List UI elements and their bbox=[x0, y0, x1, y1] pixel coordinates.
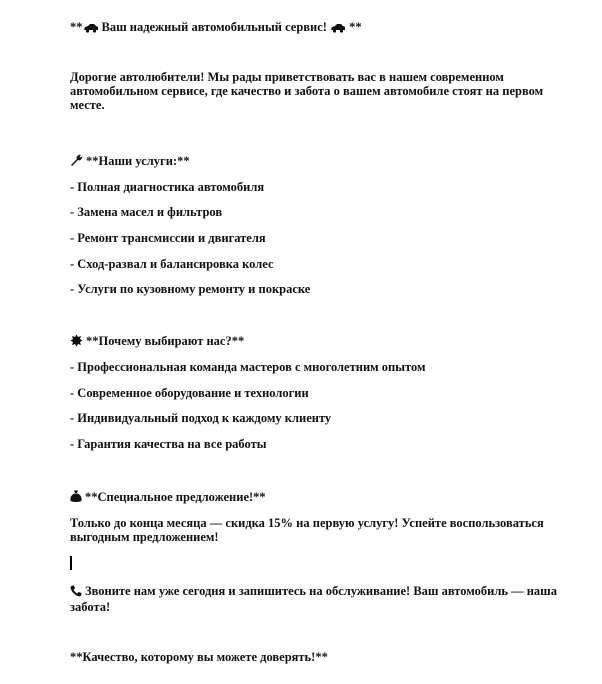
list-item: - Гарантия качества на все работы bbox=[70, 437, 267, 451]
offer-heading-row bbox=[70, 490, 266, 506]
money-bag-icon bbox=[70, 490, 82, 506]
services-heading: **Наши услуги:** bbox=[86, 154, 190, 168]
contact-text: Звоните нам уже сегодня и запишитесь на обслуживание! Ваш автомобиль — наша забота! bbox=[70, 584, 557, 614]
list-item: - Индивидуальный подход к каждому клиенту bbox=[70, 411, 332, 425]
title-prefix: ** bbox=[70, 20, 83, 34]
phone-icon bbox=[70, 585, 82, 600]
document-title bbox=[70, 20, 362, 36]
services-heading-row bbox=[70, 154, 190, 170]
intro-paragraph: Дорогие автолюбители! Мы рады приветствовать вас в нашем современном автомобильном сервисе, где качество и забота о вашем автомобиле стоят на первом месте. bbox=[70, 70, 544, 112]
offer-text: Только до конца месяца — скидка 15% на первую услугу! Успейте воспользоваться выгодным предложением! bbox=[70, 516, 544, 544]
list-item: - Полная диагностика автомобиля bbox=[70, 180, 265, 194]
car-icon bbox=[83, 22, 99, 36]
title-suffix: ** bbox=[349, 20, 362, 34]
list-item: - Замена масел и фильтров bbox=[70, 205, 223, 219]
offer-heading: **Специальное предложение!** bbox=[85, 490, 266, 504]
wrench-icon bbox=[70, 154, 83, 170]
list-item: - Ремонт трансмиссии и двигателя bbox=[70, 231, 266, 245]
contact-paragraph bbox=[70, 584, 570, 614]
list-item: - Сход-развал и балансировка колес bbox=[70, 257, 274, 271]
text-cursor bbox=[70, 556, 72, 570]
list-item: - Услуги по кузовному ремонту и покраске bbox=[70, 282, 311, 296]
title-text: Ваш надежный автомобильный сервис! bbox=[101, 20, 327, 34]
star-badge-icon bbox=[70, 334, 83, 350]
why-us-heading: **Почему выбирают нас?** bbox=[86, 334, 245, 348]
list-item: - Современное оборудование и технологии bbox=[70, 386, 309, 400]
car-icon bbox=[330, 22, 346, 36]
list-item: - Профессиональная команда мастеров с многолетним опытом bbox=[70, 360, 426, 374]
why-us-heading-row bbox=[70, 334, 244, 350]
closing-slogan: **Качество, которому вы можете доверять!** bbox=[70, 650, 328, 664]
